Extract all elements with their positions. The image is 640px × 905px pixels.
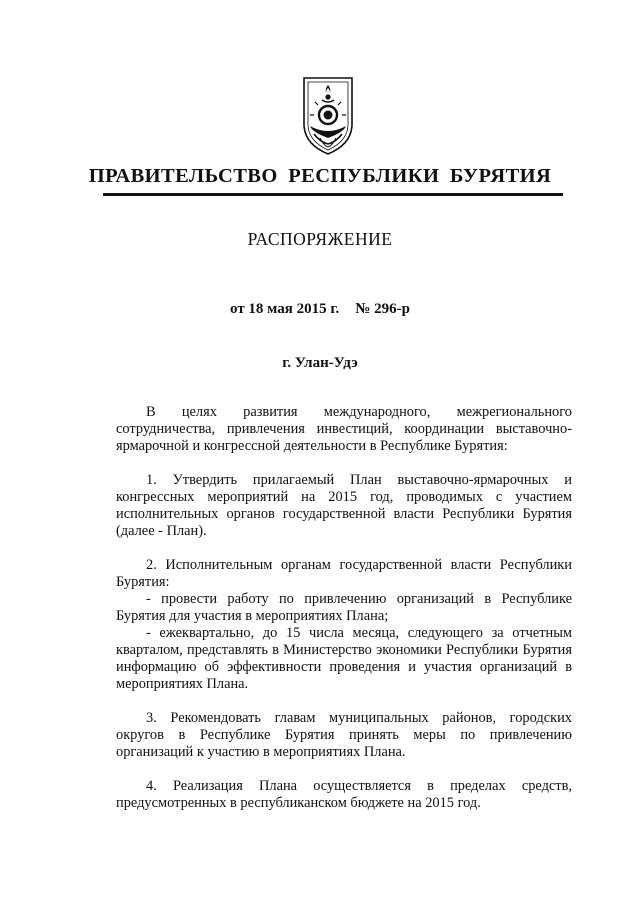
preamble-paragraph: В целях развития международного, межрегионального сотрудничества, привлечения инвестиций, координации выставочно-ярмарочной и конгрессной деятельности в Республике Бурятия: [116,404,572,454]
document-date: от 18 мая 2015 г. [230,301,340,317]
item-2b-paragraph: - ежеквартально, до 15 числа месяца, следующего за отчетным кварталом, представлять в Министерство экономики Республики Бурятия информацию об эффективности проведения и участия организаций в мероприятиях Плана. [116,625,572,692]
item-1-paragraph: 1. Утвердить прилагаемый План выставочно-ярмарочных и конгрессных мероприятий на 2015 год, проводимых с участием исполнительных органов государственной власти Республики Бурятия (далее - План). [116,472,572,539]
item-4-paragraph: 4. Реализация Плана осуществляется в пределах средств, предусмотренных в республиканском бюджете на 2015 год. [116,778,572,811]
item-2a-paragraph: - провести работу по привлечению организаций в Республике Бурятия для участия в мероприятиях Плана; [116,591,572,624]
document-body [116,404,572,829]
organization-title: ПРАВИТЕЛЬСТВО РЕСПУБЛИКИ БУРЯТИЯ [88,165,552,187]
header-divider [103,193,563,196]
coat-of-arms-icon [300,72,356,158]
document-number: № 296-р [355,301,410,317]
item-3-paragraph: 3. Рекомендовать главам муниципальных районов, городских округов в Республике Бурятия принять меры по привлечению организаций к участию в мероприятиях Плана. [116,710,572,760]
document-city: г. Улан-Удэ [282,355,358,371]
document-type: РАСПОРЯЖЕНИЕ [247,229,393,249]
item-2-paragraph: 2. Исполнительным органам государственной власти Республики Бурятия: [116,557,572,590]
date-number-line [0,301,640,318]
